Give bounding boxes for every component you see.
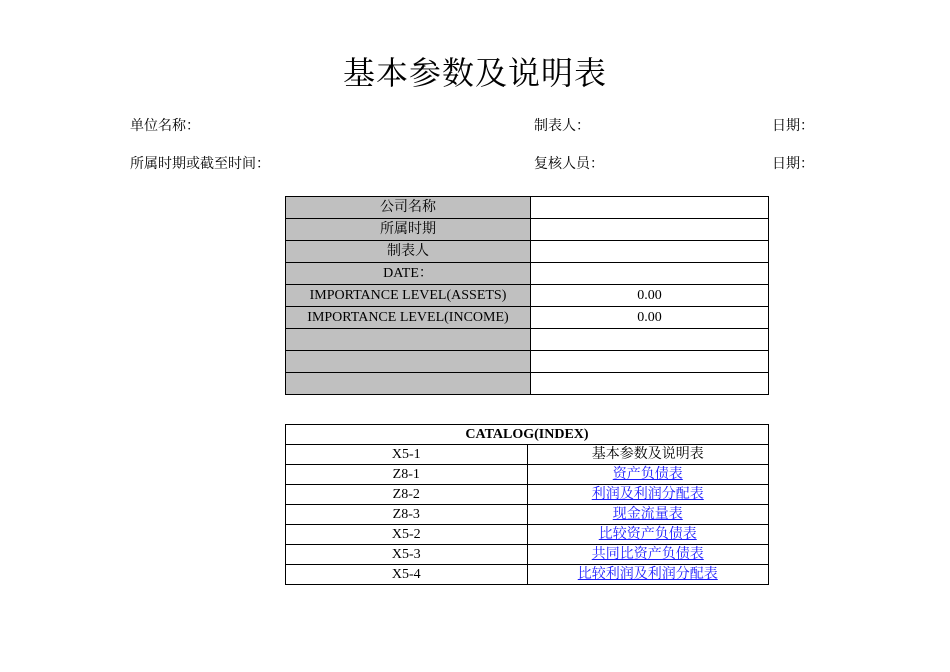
catalog-code: X5-3	[286, 545, 528, 565]
param-value-empty[interactable]	[531, 373, 769, 395]
catalog-header-row	[286, 425, 769, 445]
param-row-company	[286, 197, 769, 219]
catalog-cell	[527, 525, 769, 545]
catalog-link-common-size-balance[interactable]: 共同比资产负债表	[591, 547, 704, 562]
catalog-row	[286, 465, 769, 485]
param-row-importance-assets	[286, 285, 769, 307]
param-value-importance-assets[interactable]: 0.00	[531, 285, 769, 307]
catalog-code: X5-1	[286, 445, 528, 465]
catalog-cell	[527, 465, 769, 485]
param-row-preparer	[286, 241, 769, 263]
param-row-date	[286, 263, 769, 285]
parameters-table	[285, 196, 769, 395]
period-label: 所属时期或截至时间：	[130, 157, 270, 172]
catalog-cell	[527, 505, 769, 525]
catalog-cell	[527, 565, 769, 585]
param-row-empty	[286, 351, 769, 373]
param-row-empty	[286, 329, 769, 351]
param-value-empty[interactable]	[531, 329, 769, 351]
param-label: IMPORTANCE LEVEL(ASSETS)	[286, 285, 531, 307]
catalog-cell	[527, 485, 769, 505]
catalog-row	[286, 505, 769, 525]
preparer-label: 制表人：	[534, 119, 590, 134]
catalog-heading: CATALOG(INDEX)	[286, 425, 769, 445]
param-value-empty[interactable]	[531, 351, 769, 373]
param-label	[286, 351, 531, 373]
catalog-row	[286, 485, 769, 505]
catalog-link-balance-sheet[interactable]: 资产负债表	[612, 467, 683, 482]
date-label-1: 日期：	[772, 119, 814, 134]
page-title: 基本参数及说明表	[342, 54, 607, 92]
catalog-link-comparative-balance[interactable]: 比较资产负债表	[598, 527, 697, 542]
param-label: 制表人	[286, 241, 531, 263]
catalog-code: Z8-1	[286, 465, 528, 485]
param-label	[286, 373, 531, 395]
catalog-link-cash-flow[interactable]: 现金流量表	[612, 507, 683, 522]
param-label: IMPORTANCE LEVEL(INCOME)	[286, 307, 531, 329]
catalog-cell	[527, 545, 769, 565]
param-value-date[interactable]	[531, 263, 769, 285]
param-value-importance-income[interactable]: 0.00	[531, 307, 769, 329]
param-row-period	[286, 219, 769, 241]
catalog-row	[286, 565, 769, 585]
catalog-code: X5-4	[286, 565, 528, 585]
param-row-importance-income	[286, 307, 769, 329]
catalog-name: 基本参数及说明表	[527, 445, 769, 465]
catalog-code: Z8-2	[286, 485, 528, 505]
param-label	[286, 329, 531, 351]
catalog-link-comparative-income[interactable]: 比较利润及利润分配表	[577, 567, 718, 582]
param-value-company[interactable]	[531, 197, 769, 219]
catalog-row	[286, 545, 769, 565]
catalog-code: X5-2	[286, 525, 528, 545]
param-value-preparer[interactable]	[531, 241, 769, 263]
reviewer-label: 复核人员：	[534, 157, 604, 172]
param-value-period[interactable]	[531, 219, 769, 241]
catalog-row	[286, 445, 769, 465]
param-label: DATE：	[286, 263, 531, 285]
catalog-link-income-statement[interactable]: 利润及利润分配表	[591, 487, 704, 502]
param-label: 所属时期	[286, 219, 531, 241]
catalog-row	[286, 525, 769, 545]
date-label-2: 日期：	[772, 157, 814, 172]
unit-name-label: 单位名称：	[130, 119, 200, 134]
param-row-empty	[286, 373, 769, 395]
param-label: 公司名称	[286, 197, 531, 219]
catalog-table	[285, 424, 769, 585]
catalog-code: Z8-3	[286, 505, 528, 525]
